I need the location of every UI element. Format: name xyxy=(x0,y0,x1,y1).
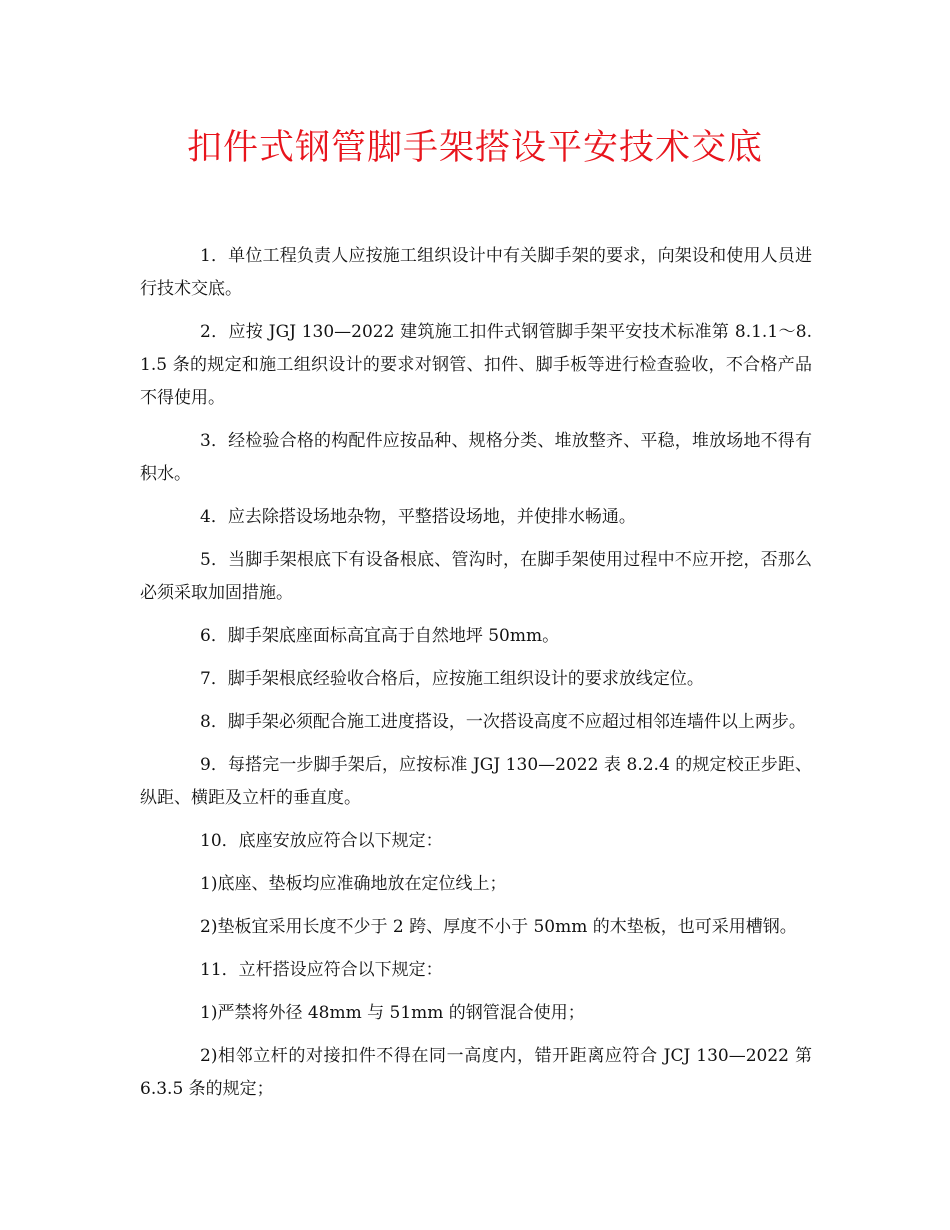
paragraph-9: 9．每搭完一步脚手架后，应按标准 JGJ 130—2022 表 8.2.4 的规定校正步距、纵距、横距及立杆的垂直度。 xyxy=(140,755,812,808)
paragraph-10: 10．底座安放应符合以下规定： xyxy=(200,831,443,851)
paragraph-11-item-2: 2)相邻立杆的对接扣件不得在同一高度内，错开距离应符合 JCJ 130—2022 第 6.3.5 条的规定； xyxy=(140,1046,812,1099)
paragraph-10-item-1: 1)底座、垫板均应准确地放在定位线上； xyxy=(200,874,507,894)
paragraph-5: 5．当脚手架根底下有设备根底、管沟时，在脚手架使用过程中不应开挖，否那么必须采取加固措施。 xyxy=(140,550,812,603)
paragraph-1: 1．单位工程负责人应按施工组织设计中有关脚手架的要求，向架设和使用人员进行技术交底。 xyxy=(140,246,812,299)
paragraph-4: 4．应去除搭设场地杂物，平整搭设场地，并使排水畅通。 xyxy=(200,507,636,527)
paragraph-11-item-1: 1)严禁将外径 48mm 与 51mm 的钢管混合使用； xyxy=(200,1003,585,1023)
paragraph-8: 8．脚手架必须配合施工进度搭设，一次搭设高度不应超过相邻连墙件以上两步。 xyxy=(200,712,806,732)
paragraph-2: 2．应按 JGJ 130—2022 建筑施工扣件式钢管脚手架平安技术标准第 8.1.1～8.1.5 条的规定和施工组织设计的要求对钢管、扣件、脚手板等进行检查验收，不合格产品不得使用。 xyxy=(140,322,812,408)
paragraph-7: 7．脚手架根底经验收合格后，应按施工组织设计的要求放线定位。 xyxy=(200,669,704,689)
paragraph-6: 6．脚手架底座面标高宜高于自然地坪 50mm。 xyxy=(200,626,560,646)
paragraph-3: 3．经检验合格的构配件应按品种、规格分类、堆放整齐、平稳，堆放场地不得有积水。 xyxy=(140,431,812,484)
document-body xyxy=(140,240,812,1116)
paragraph-11: 11．立杆搭设应符合以下规定： xyxy=(200,960,443,980)
page-title: 扣件式钢管脚手架搭设平安技术交底 xyxy=(186,128,763,168)
paragraph-10-item-2: 2)垫板宜采用长度不少于 2 跨、厚度不小于 50mm 的木垫板，也可采用槽钢。 xyxy=(200,917,797,937)
